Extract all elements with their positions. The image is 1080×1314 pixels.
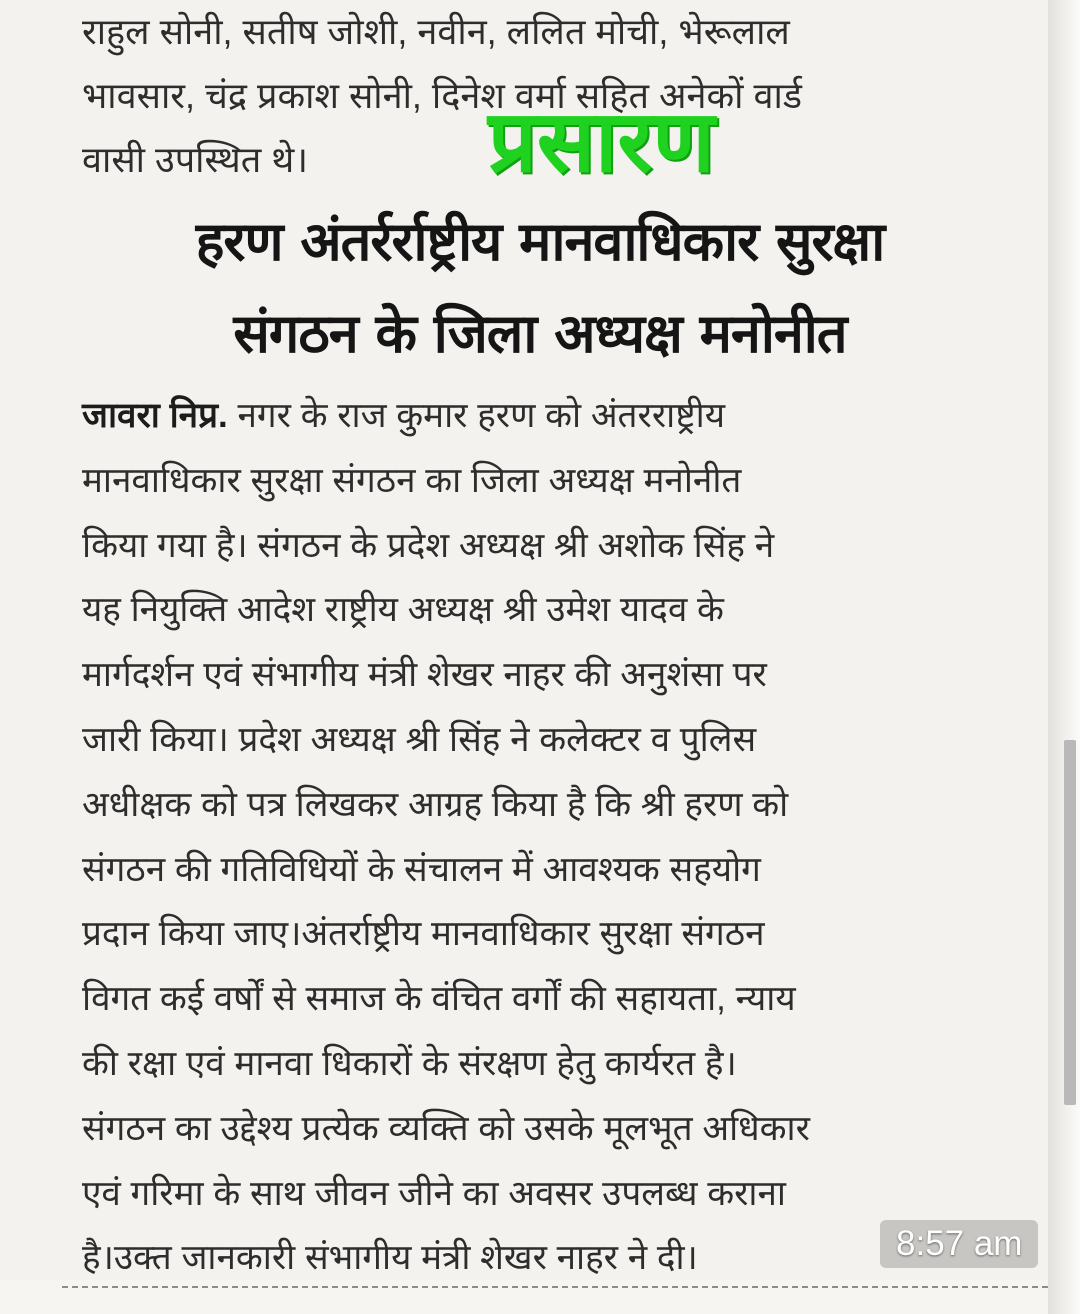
- article-line: जारी किया। प्रदेश अध्यक्ष श्री सिंह ने कलेक्टर व पुलिस: [82, 719, 757, 759]
- previous-article-line: भावसार, चंद्र प्रकाश सोनी, दिनेश वर्मा सहित अनेकों वार्ड: [82, 75, 803, 116]
- previous-article-line: राहुल सोनी, सतीष जोशी, नवीन, ललित मोची, भेरूलाल: [82, 11, 790, 52]
- message-timestamp: 8:57 am: [880, 1220, 1038, 1268]
- column-divider: [62, 1286, 1048, 1291]
- article-line: एवं गरिमा के साथ जीवन जीने का अवसर उपलब्ध कराना: [82, 1173, 786, 1213]
- article-body: [82, 384, 1012, 1291]
- article-line: प्रदान किया जाए।अंतर्राष्ट्रीय मानवाधिकार सुरक्षा संगठन: [82, 914, 765, 954]
- article-first-line-text: नगर के राज कुमार हरण को अंतरराष्ट्रीय: [227, 396, 726, 435]
- headline-line-1: हरण अंतर्रर्राष्ट्रीय मानवाधिकार सुरक्षा: [195, 210, 885, 273]
- article-line: यह नियुक्ति आदेश राष्ट्रीय अध्यक्ष श्री उमेश यादव के: [82, 590, 724, 630]
- article-line: संगठन का उद्देश्य प्रत्येक व्यक्ति को उसके मूलभूत अधिकार: [82, 1108, 810, 1148]
- prasaran-watermark: प्रसारण: [488, 92, 715, 192]
- article-line: मार्गदर्शन एवं संभागीय मंत्री शेखर नाहर की अनुशंसा पर: [82, 655, 767, 695]
- scrollbar-thumb[interactable]: [1064, 740, 1076, 1105]
- article-line: विगत कई वर्षों से समाज के वंचित वर्गों की सहायता, न्याय: [82, 979, 796, 1019]
- article-line: [82, 384, 1012, 449]
- article-line: अधीक्षक को पत्र लिखकर आग्रह किया है कि श्री हरण को: [82, 784, 789, 824]
- article-dateline: जावरा निप्र.: [82, 396, 228, 435]
- article-line: संगठन की गतिविधियों के संचालन में आवश्यक सहयोग: [82, 849, 761, 889]
- article-line: है।उक्त जानकारी संभागीय मंत्री शेखर नाहर ने दी।: [82, 1238, 698, 1278]
- article-line: मानवाधिकार सुरक्षा संगठन का जिला अध्यक्ष मनोनीत: [82, 460, 742, 500]
- article-line: किया गया है। संगठन के प्रदेश अध्यक्ष श्री अशोक सिंह ने: [82, 525, 775, 565]
- headline-line-2: संगठन के जिला अध्यक्ष मनोनीत: [233, 302, 847, 365]
- article-headline: [60, 196, 1020, 380]
- page-fold-shadow: [1048, 0, 1080, 1314]
- article-line: की रक्षा एवं मानवा धिकारों के संरक्षण हेतु कार्यरत है।: [82, 1043, 737, 1083]
- previous-article-line: वासी उपस्थित थे।: [82, 139, 308, 180]
